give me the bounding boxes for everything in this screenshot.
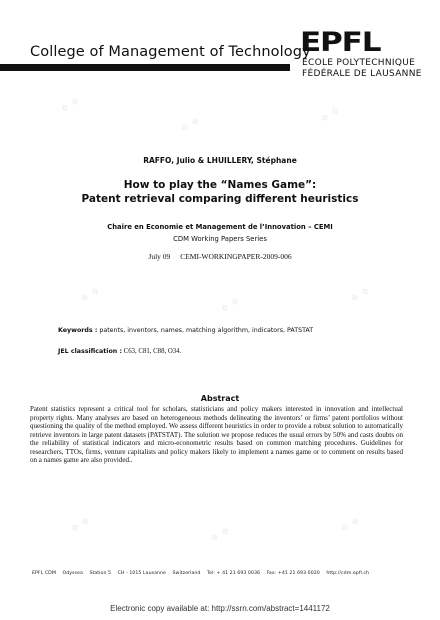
watermark: ❖ ❖: [78, 285, 103, 306]
epfl-logo-mark: EPFL: [300, 27, 381, 58]
footer-city: CH - 1015 Lausanne: [117, 571, 166, 576]
electronic-copy-notice[interactable]: Electronic copy available at: http://ssrn.com/abstract=1441172: [110, 604, 330, 613]
watermark: ❖ ❖: [338, 515, 363, 536]
watermark: ❖ ❖: [178, 115, 203, 136]
footer-station: Station 5: [89, 571, 112, 576]
abstract-heading: Abstract: [200, 394, 240, 403]
keywords-label: Keywords :: [58, 327, 98, 334]
watermark: ❖ ❖: [318, 105, 343, 126]
jel-classification: [58, 348, 398, 355]
footer-country: Switzerland: [172, 571, 201, 576]
watermark: ❖ ❖: [218, 295, 243, 316]
footer-building: Odyssea: [62, 571, 83, 576]
epfl-logo-line2: FÉDÉRALE DE LAUSANNE: [302, 69, 422, 79]
paper-date: July 09: [148, 252, 171, 261]
paper-series: CDM Working Papers Series: [173, 235, 267, 243]
watermark: ❖ ❖: [68, 515, 93, 536]
epfl-logo-line1: ÉCOLE POLYTECHNIQUE: [302, 58, 416, 68]
footer-address: [32, 571, 412, 576]
footer-fax: Fax: +41 21 693 0020: [266, 571, 320, 576]
jel-codes: C63, C81, C88, O34.: [121, 348, 182, 355]
paper-title: [0, 178, 440, 206]
abstract-text: Patent statistics represent a critical tool for scholars, statisticians and policy makers interested in innovation and intellectual property rights. Many analyses are based on heterogeneous methods delineating the inventors’ or firms’ patent portfolios without questioning the quality of the method employed. We assess different heuristics in order to provide a robust solution to automatically retrieve inventors in large patent datasets (PATSTAT). The solution we propose reduces the usual errors by 50% and casts doubts on the reliability of statistical indicators and micro-econometric results based on common matching procedures. Guidelines for researchers, TTOs, firms, venture capitalists and policy makers likely to implement a names game or to comment on results based on a names game are also provided..: [30, 405, 403, 465]
paper-chair: Chaire en Economie et Management de l’Innovation – CEMI: [107, 223, 333, 231]
jel-label: JEL classification :: [58, 348, 122, 355]
keywords-text: patents, inventors, names, matching algorithm, indicators, PATSTAT: [97, 327, 314, 334]
paper-number: CEMI-WORKINGPAPER-2009-006: [180, 252, 292, 261]
footer-org: EPFL CDM: [32, 571, 56, 576]
footer-url[interactable]: http://cdm.epfl.ch: [326, 571, 370, 576]
epfl-logo: [300, 28, 425, 90]
watermark: ❖ ❖: [208, 525, 233, 546]
paper-authors: RAFFO, Julio & LHUILLERY, Stéphane: [143, 156, 297, 165]
watermark: ❖ ❖: [58, 95, 83, 116]
watermark: ❖ ❖: [348, 285, 373, 306]
footer-tel: Tel: + 41 21 693 0036: [206, 571, 261, 576]
header-rule: [0, 64, 290, 71]
paper-identifier: [0, 252, 440, 261]
college-title: College of Management of Technology: [30, 44, 311, 60]
paper-title-line1: How to play the “Names Game”:: [123, 179, 317, 191]
paper-title-line2: Patent retrieval comparing different heuristics: [81, 193, 359, 205]
keywords: [58, 327, 398, 334]
